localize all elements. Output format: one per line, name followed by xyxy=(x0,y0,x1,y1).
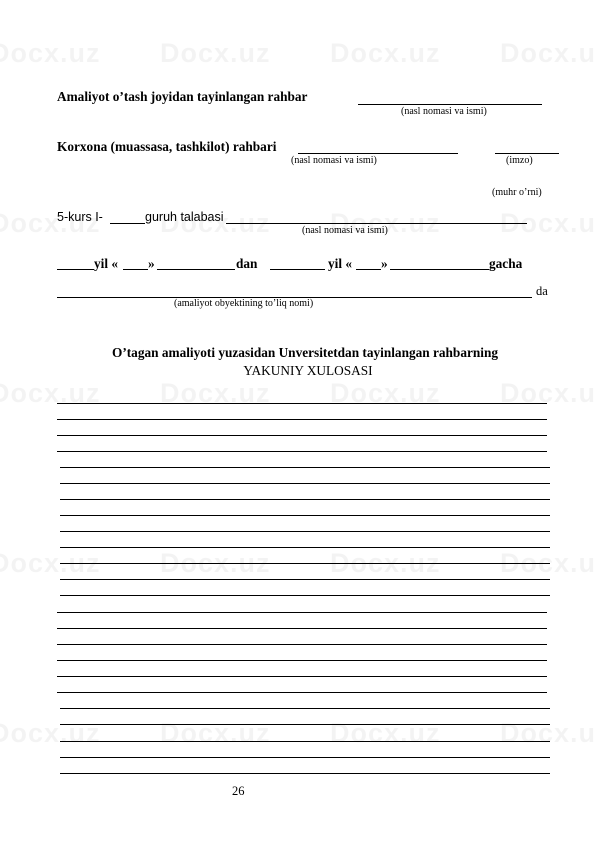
head-name-caption: (nasl nomasi va ismi) xyxy=(291,155,377,166)
conclusion-line[interactable] xyxy=(57,660,547,661)
conclusion-line[interactable] xyxy=(57,644,547,645)
conclusion-line[interactable] xyxy=(60,724,550,725)
conclusion-line[interactable] xyxy=(57,403,547,404)
watermark-text xyxy=(500,718,595,749)
watermark-text xyxy=(0,378,101,409)
conclusion-line[interactable] xyxy=(57,612,547,613)
supervisor-name-line[interactable] xyxy=(358,104,542,105)
watermark-text xyxy=(500,38,595,69)
conclusion-line[interactable] xyxy=(60,547,550,548)
practice-object-suffix: da xyxy=(536,284,548,298)
watermark-text xyxy=(0,38,101,69)
seal-caption: (muhr o’rni) xyxy=(492,187,542,198)
end-quote-close: » xyxy=(381,256,388,271)
conclusion-line[interactable] xyxy=(60,595,550,596)
conclusion-line[interactable] xyxy=(60,467,550,468)
conclusion-line[interactable] xyxy=(57,435,547,436)
to-label: gacha xyxy=(489,256,523,271)
start-month-line[interactable] xyxy=(157,269,235,270)
conclusion-line[interactable] xyxy=(60,741,550,742)
head-name-line[interactable] xyxy=(298,153,458,154)
conclusion-line[interactable] xyxy=(60,531,550,532)
student-name-line[interactable] xyxy=(226,223,527,224)
watermark-text xyxy=(160,38,271,69)
watermark-text xyxy=(160,378,271,409)
head-signature-line[interactable] xyxy=(495,153,559,154)
conclusion-line[interactable] xyxy=(60,515,550,516)
end-month-line[interactable] xyxy=(390,269,489,270)
practice-object-caption: (amaliyot obyektining to’liq nomi) xyxy=(174,298,314,309)
conclusion-line[interactable] xyxy=(57,628,547,629)
conclusion-line[interactable] xyxy=(60,563,550,564)
from-label: dan xyxy=(236,256,258,271)
start-year-label: yil « xyxy=(94,256,119,271)
conclusion-line[interactable] xyxy=(60,483,550,484)
student-prefix: 5-kurs I- xyxy=(57,210,103,224)
conclusion-heading: O’tagan amaliyoti yuzasidan Unversitetdan tayinlangan rahbarning xyxy=(111,345,499,360)
watermark-text xyxy=(330,38,441,69)
conclusion-line[interactable] xyxy=(60,757,550,758)
head-label: Korxona (muassasa, tashkilot) rahbari xyxy=(57,139,277,154)
start-year-line[interactable] xyxy=(57,269,94,270)
supervisor-label: Amaliyot o’tash joyidan tayinlangan rahbar xyxy=(57,89,308,104)
start-day-line[interactable] xyxy=(123,269,148,270)
conclusion-title: YAKUNIY XULOSASI xyxy=(243,363,373,378)
watermark-text xyxy=(330,378,441,409)
conclusion-line[interactable] xyxy=(57,451,547,452)
student-name-caption: (nasl nomasi va ismi) xyxy=(302,225,388,236)
watermark-text xyxy=(0,718,101,749)
end-year-label: yil « xyxy=(328,256,353,271)
conclusion-line[interactable] xyxy=(57,692,547,693)
group-number-line[interactable] xyxy=(110,223,145,224)
student-label: guruh talabasi xyxy=(145,210,224,224)
conclusion-line[interactable] xyxy=(60,708,550,709)
conclusion-line[interactable] xyxy=(60,499,550,500)
end-day-line[interactable] xyxy=(356,269,381,270)
conclusion-line[interactable] xyxy=(60,579,550,580)
page-number: 26 xyxy=(232,784,245,798)
head-signature-caption: (imzo) xyxy=(506,155,533,166)
start-quote-close: » xyxy=(148,256,155,271)
watermark-text xyxy=(500,378,595,409)
watermark-text xyxy=(160,718,271,749)
supervisor-name-caption: (nasl nomasi va ismi) xyxy=(401,106,487,117)
conclusion-line[interactable] xyxy=(60,773,550,774)
conclusion-line[interactable] xyxy=(57,419,547,420)
watermark-text xyxy=(330,718,441,749)
end-year-line[interactable] xyxy=(270,269,325,270)
conclusion-line[interactable] xyxy=(57,676,547,677)
